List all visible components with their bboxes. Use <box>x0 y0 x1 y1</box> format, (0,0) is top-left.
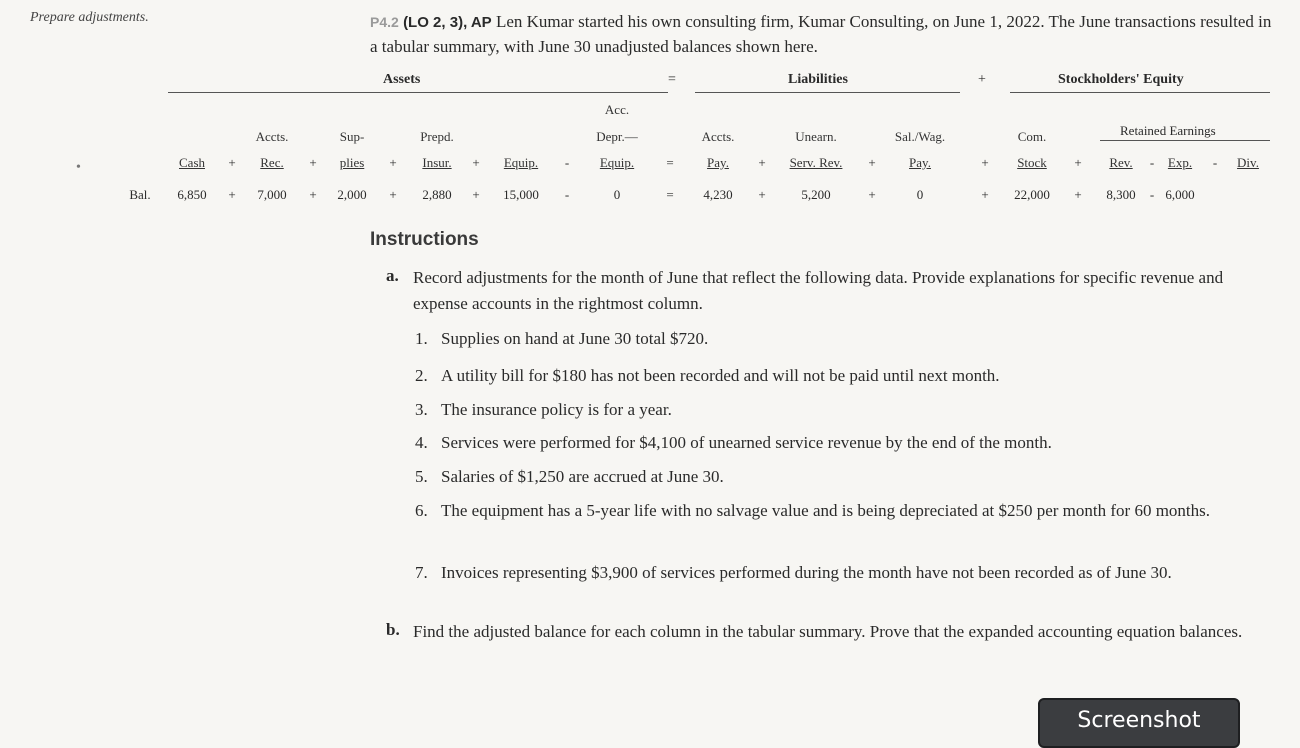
column-header: Equip. <box>599 155 635 170</box>
balance-operator: + <box>309 187 317 202</box>
column-header: Rev. <box>1109 155 1133 170</box>
balance-operator: + <box>981 187 989 202</box>
balance-value: 22,000 <box>1014 187 1050 202</box>
header-operator: - <box>564 155 570 170</box>
balance-value: 15,000 <box>503 187 539 202</box>
column-header: Equip. <box>503 155 539 170</box>
adjustment-number: 5. <box>415 467 428 486</box>
balance-value: 2,880 <box>422 187 452 202</box>
balance-operator: + <box>228 187 236 202</box>
balance-label: Bal. <box>129 187 151 202</box>
column-header-top: Acc. <box>604 102 630 117</box>
header-operator: + <box>472 155 480 170</box>
column-header: Cash <box>179 155 205 170</box>
part-a-text: Record adjustments for the month of June that reflect the following data. Provide explanations for specific revenue and expense accounts in the rightmost column. <box>413 268 1224 313</box>
column-header: Stock <box>1017 155 1047 170</box>
balance-operator: - <box>564 187 570 202</box>
adjustment-text: A utility bill for $180 has not been recorded and will not be paid until next month. <box>441 366 1000 385</box>
column-header-mid: Accts. <box>255 129 289 144</box>
balance-value: 6,850 <box>177 187 207 202</box>
liabilities-rule <box>695 92 960 93</box>
header-operator: + <box>1074 155 1082 170</box>
adjustment-number: 1. <box>415 329 428 348</box>
balance-operator: + <box>1074 187 1082 202</box>
adjustment-text: The insurance policy is for a year. <box>441 400 672 419</box>
balance-value: 5,200 <box>801 187 831 202</box>
column-header: Pay. <box>707 155 729 170</box>
equity-rule <box>1010 92 1270 93</box>
header-operator: + <box>309 155 317 170</box>
liabilities-header: Liabilities <box>788 72 848 87</box>
header-operator: = <box>666 155 674 170</box>
balance-value: 8,300 <box>1106 187 1136 202</box>
balance-value: 7,000 <box>257 187 287 202</box>
adjustment-text: The equipment has a 5-year life with no salvage value and is being depreciated at $250 per month for 60 months. <box>441 501 1211 520</box>
column-header: Serv. Rev. <box>789 155 843 170</box>
header-operator: + <box>758 155 766 170</box>
retained-earnings-rule <box>1100 140 1270 141</box>
instructions-title: Instructions <box>370 229 479 250</box>
balance-operator: + <box>389 187 397 202</box>
balance-operator: + <box>868 187 876 202</box>
header-operator: + <box>981 155 989 170</box>
header-operator: - <box>1212 155 1218 170</box>
balance-value: 0 <box>613 187 621 202</box>
plus-sign: + <box>978 72 986 87</box>
equals-sign: = <box>668 72 676 87</box>
bullet-mark: • <box>76 160 81 175</box>
header-operator: + <box>868 155 876 170</box>
balance-operator: - <box>1149 187 1155 202</box>
part-a-label: a. <box>386 266 399 285</box>
balance-value: 2,000 <box>337 187 367 202</box>
adjustment-number: 6. <box>415 501 428 520</box>
screenshot-button[interactable]: Screenshot <box>1038 698 1240 748</box>
equity-header: Stockholders' Equity <box>1058 72 1184 87</box>
header-operator: - <box>1149 155 1155 170</box>
column-header: Rec. <box>260 155 284 170</box>
balance-operator: + <box>472 187 480 202</box>
column-header-mid: Accts. <box>701 129 735 144</box>
column-header: Div. <box>1237 155 1259 170</box>
adjustment-number: 3. <box>415 400 428 419</box>
adjustment-text: Supplies on hand at June 30 total $720. <box>441 329 709 348</box>
balance-value: 6,000 <box>1165 187 1195 202</box>
retained-earnings-title: Retained Earnings <box>1120 123 1216 138</box>
balance-operator: = <box>666 187 674 202</box>
assets-rule <box>168 92 668 93</box>
column-header: Insur. <box>422 155 452 170</box>
column-header: Exp. <box>1167 155 1193 170</box>
balance-operator: + <box>758 187 766 202</box>
balance-value: 0 <box>916 187 924 202</box>
problem-statement <box>370 10 1275 59</box>
column-header: plies <box>339 155 365 170</box>
header-operator: + <box>389 155 397 170</box>
problem-text: Len Kumar started his own consulting firm, Kumar Consulting, on June 1, 2022. The June transactions resulted in a tabular summary, with June 30 unadjusted balances shown here. <box>370 12 1272 56</box>
column-header-mid: Sup- <box>339 129 365 144</box>
part-b-label: b. <box>386 620 400 639</box>
margin-note: Prepare adjustments. <box>30 10 149 25</box>
header-operator: + <box>228 155 236 170</box>
column-header-mid: Depr.— <box>596 129 638 144</box>
adjustment-number: 4. <box>415 433 428 452</box>
column-header-mid: Prepd. <box>420 129 454 144</box>
adjustment-number: 2. <box>415 366 428 385</box>
column-header-mid: Sal./Wag. <box>894 129 946 144</box>
adjustment-text: Salaries of $1,250 are accrued at June 30. <box>441 467 724 486</box>
balance-value: 4,230 <box>703 187 733 202</box>
part-b-text: Find the adjusted balance for each column in the tabular summary. Prove that the expanded accounting equation balances. <box>413 622 1243 641</box>
problem-tags: (LO 2, 3), AP <box>403 14 492 31</box>
column-header: Pay. <box>909 155 931 170</box>
column-header-mid: Unearn. <box>795 129 837 144</box>
problem-number: P4.2 <box>370 14 399 30</box>
assets-header: Assets <box>383 72 421 87</box>
adjustment-text: Services were performed for $4,100 of unearned service revenue by the end of the month. <box>441 433 1052 452</box>
adjustment-number: 7. <box>415 563 428 582</box>
adjustment-text: Invoices representing $3,900 of services performed during the month have not been recorded as of June 30. <box>441 563 1172 582</box>
column-header-mid: Com. <box>1017 129 1047 144</box>
